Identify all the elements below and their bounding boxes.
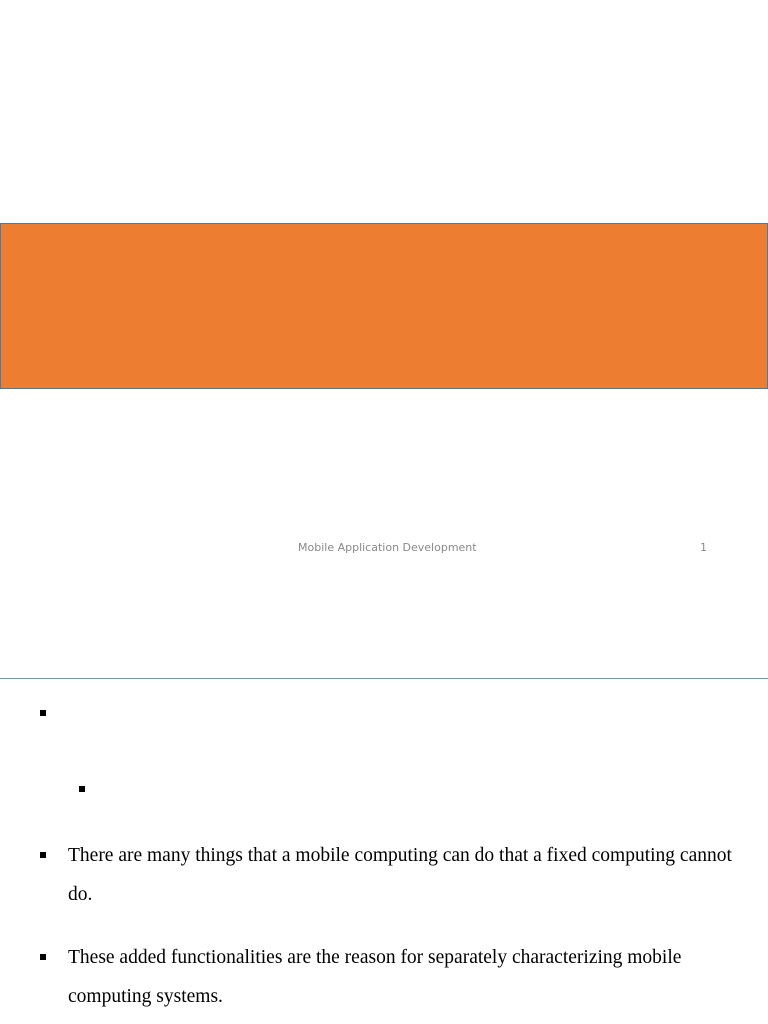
title-band [0,223,768,389]
slide-footer: Mobile Application Development [298,541,477,554]
slide-divider [0,678,768,679]
bullet-marker-icon [40,954,46,960]
bullet-text: These added functionalities are the reason for separately characterizing mobile computing systems. [68,947,682,1007]
sub-bullet-marker-icon [79,786,85,792]
bullet-marker-icon [40,852,46,858]
bullet-text: There are many things that a mobile computing can do that a fixed computing cannot do. [68,845,732,905]
slide-number: 1 [700,541,707,554]
bullet-marker-icon [40,710,46,716]
